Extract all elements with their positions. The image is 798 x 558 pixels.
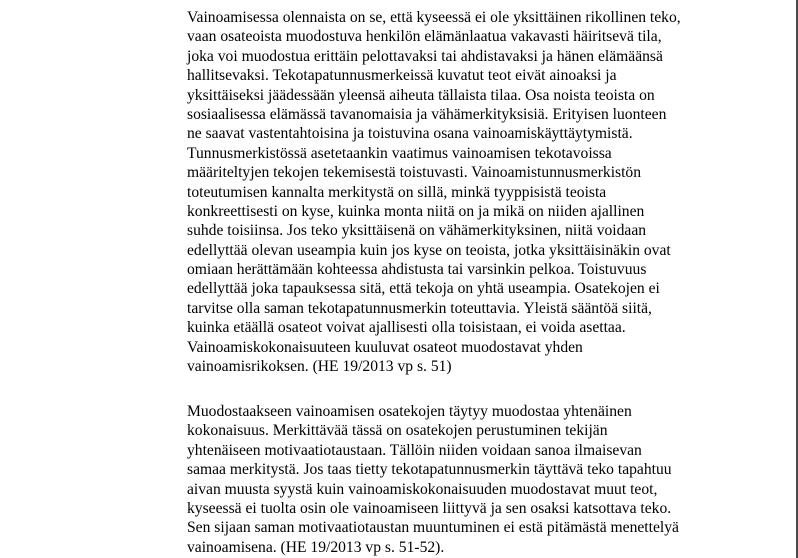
text-line: aivan muusta syystä kuin vainoamiskokonaisuuden muodostavat muut teot, <box>187 480 658 498</box>
text-line: edellyttää joka tapauksessa sitä, että tekoja on yhtä useampia. Osatekojen ei <box>187 280 660 298</box>
text-line: Vainoamisessa olennaista on se, että kyseessä ei ole yksittäinen rikollinen teko, <box>187 9 681 26</box>
text-line: suhde toisiinsa. Jos teko yksittäisenä on vähämerkityksinen, niitä voidaan <box>187 222 647 240</box>
text-line: yhtenäiseen motivaatiotaustaan. Tällöin niiden voidaan sanoa ilmaisevan <box>187 441 642 459</box>
text-line: vainoamisena. (HE 19/2013 vp s. 51-52). <box>187 538 445 556</box>
text-line: omiaan herättämään kohteessa ahdistusta tai varsinkin pelkoa. Toistuvuus <box>187 261 647 279</box>
text-line: sosiaalisessa elämässä tavanomaisia ja vähämerkityksisiä. Erityisen luonteen <box>187 105 667 123</box>
text-line: toteutumisen kannalta merkitystä on sillä, minkä tyyppisistä teoista <box>187 183 607 201</box>
text-line: määriteltyjen tekojen tekemisestä toistuvasti. Vainoamistunnusmerkistön <box>187 164 642 182</box>
text-line: kokonaisuus. Merkittävää tässä on osatekojen perustuminen tekijän <box>187 422 608 440</box>
text-line: kyseessä ei tuolta osin ole vainoamiseen liittyvä ja sen osaksi katsottava teko. <box>187 499 672 517</box>
text-line: vaan osateoista muodostuva henkilön elämänlaatua vakavasti häiritsevä tila, <box>187 28 662 46</box>
text-line: yksittäiseksi jäädessään yleensä aiheuta tällaista tilaa. Osa noista teoista on <box>187 86 655 104</box>
text-line: hallitsevaksi. Tekotapatunnusmerkeissä kuvatut teot eivät ainoaksi ja <box>187 67 617 85</box>
text-line: samaa merkitystä. Jos taas tietty tekotapatunnusmerkin täyttävä teko tapahtuu <box>187 461 672 479</box>
paragraph-stalking-definition <box>187 8 787 376</box>
text-line: edellyttää olevan useampia kuin jos kyse on teoista, jotka yksittäisinäkin ovat <box>187 241 671 259</box>
text-line: ne saavat vastentahtoisina ja toistuvina osana vainoamiskäyttäytymistä. <box>187 125 633 143</box>
text-line: kuinka etäällä osateot voivat ajallisesti olla toisistaan, ei voida asettaa. <box>187 319 626 337</box>
text-line: Tunnusmerkistössä asetetaankin vaatimus vainoamisen tekotavoissa <box>187 144 612 162</box>
text-line: Sen sijaan saman motivaatiotaustan muuntuminen ei estä pitämästä menettelyä <box>187 519 679 537</box>
paragraph-unified-whole <box>187 402 787 557</box>
text-line: Vainoamiskokonaisuuteen kuuluvat osateot muodostavat yhden <box>187 338 583 356</box>
text-line: Muodostaakseen vainoamisen osatekojen täytyy muodostaa yhtenäinen <box>187 403 632 420</box>
text-line: tarvitse olla saman tekotapatunnusmerkin toteuttavia. Yleistä sääntöä siitä, <box>187 299 652 317</box>
text-line: joka voi muodostua erittäin pelottavaksi tai ahdistavaksi ja hänen elämäänsä <box>187 47 663 65</box>
text-line: vainoamisrikoksen. (HE 19/2013 vp s. 51) <box>187 358 452 376</box>
text-line: konkreettisesti on kyse, kuinka monta niitä on ja mikä on niiden ajallinen <box>187 202 645 220</box>
